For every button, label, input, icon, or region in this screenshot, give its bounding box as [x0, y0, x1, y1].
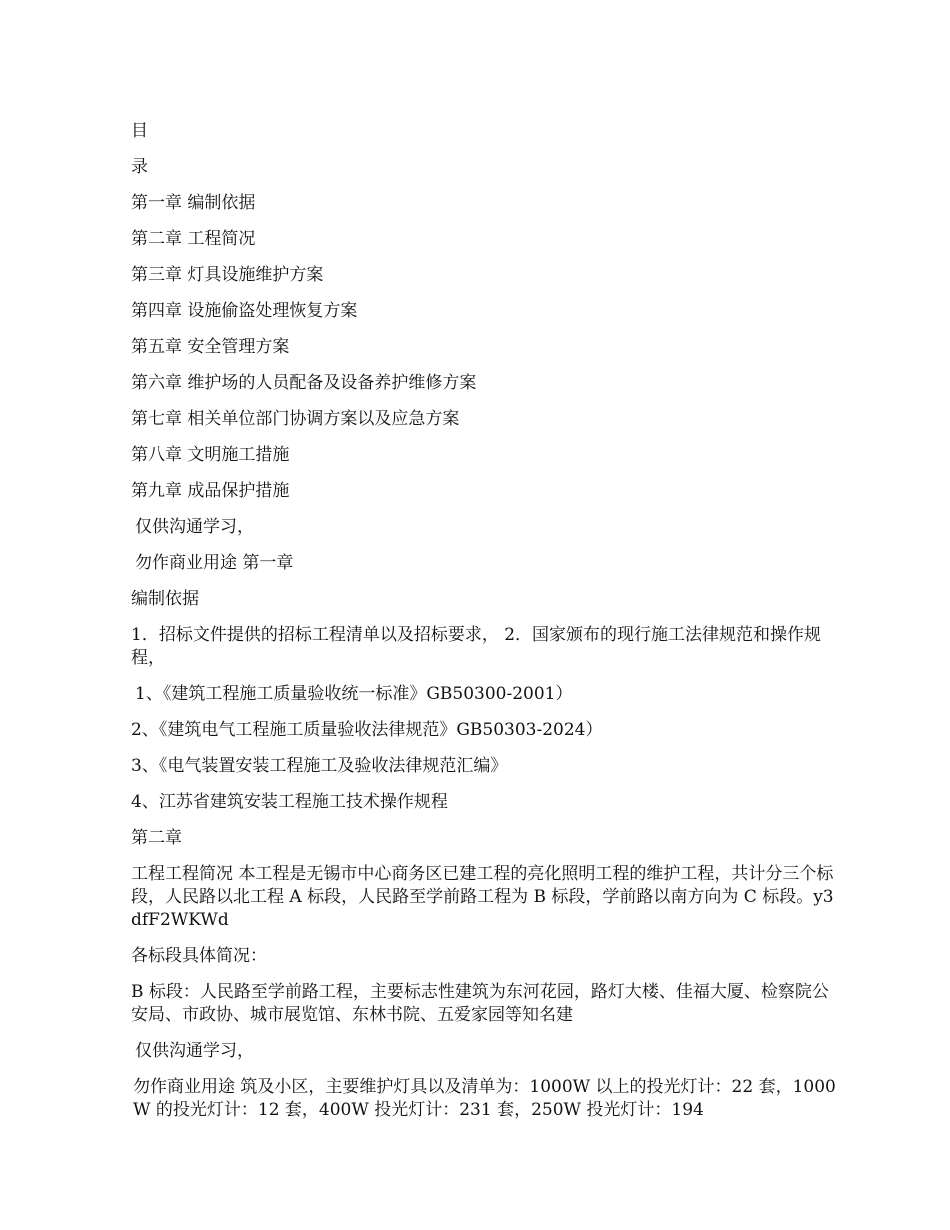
watermark-note-2-chapter-1: 勿作商业用途 第一章: [135, 553, 294, 573]
toc-item-chapter-1: 第一章 编制依据: [131, 193, 256, 213]
toc-item-chapter-5: 第五章 安全管理方案: [131, 337, 290, 357]
standard-item-2: 2、《建筑电气工程施工质量验收法律规范》GB50303-2024）: [131, 720, 603, 740]
standard-item-1: 1、《建筑工程施工质量验收统一标准》GB50300-2001）: [135, 684, 573, 704]
toc-heading-lu: 录: [131, 157, 148, 177]
section-b-paragraph: B 标段：人民路至学前路工程，主要标志性建筑为东河花园，路灯大楼、佳福大厦、检察院公安局、市政协、城市展览馆、东林书院、五爱家园等知名建: [131, 982, 829, 1025]
toc-item-chapter-9: 第九章 成品保护措施: [131, 481, 290, 501]
toc-item-chapter-8: 第八章 文明施工措施: [131, 445, 290, 465]
toc-item-chapter-7: 第七章 相关单位部门协调方案以及应急方案: [131, 409, 460, 429]
chapter-2-title: 第二章: [131, 828, 182, 848]
toc-item-chapter-2: 第二章 工程简况: [131, 229, 256, 249]
basis-paragraph: 1．招标文件提供的招标工程清单以及招标要求， 2．国家颁布的现行施工法律规范和操作规程，: [131, 625, 822, 668]
chapter-1-title: 编制依据: [131, 589, 199, 609]
toc-item-chapter-6: 第六章 维护场的人员配备及设备养护维修方案: [131, 373, 477, 393]
standard-item-4: 4、江苏省建筑安装工程施工技术操作规程: [131, 792, 448, 812]
watermark-note-1: 仅供沟通学习，: [135, 517, 254, 537]
toc-heading-mu: 目: [131, 121, 148, 141]
section-overview-heading: 各标段具体简况：: [131, 946, 267, 966]
watermark-note-3: 仅供沟通学习，: [135, 1041, 254, 1061]
document-body: [113, 120, 838, 1135]
toc-item-chapter-4: 第四章 设施偷盗处理恢复方案: [131, 301, 358, 321]
standard-item-3: 3、《电气装置安装工程施工及验收法律规范汇编》: [131, 756, 508, 776]
lamp-list-paragraph: 勿作商业用途 筑及小区，主要维护灯具以及清单为：1000W 以上的投光灯计：22 套，1000W 的投光灯计：12 套，400W 投光灯计：231 套，250W 投光灯计：194: [133, 1077, 836, 1120]
toc-item-chapter-3: 第三章 灯具设施维护方案: [131, 265, 324, 285]
project-overview-paragraph: 工程工程简况 本工程是无锡市中心商务区已建工程的亮化照明工程的维护工程，共计分三个标段，人民路以北工程 A 标段，人民路至学前路工程为 B 标段，学前路以南方向为 C 标段。y3dfF2WKWd: [131, 864, 834, 930]
